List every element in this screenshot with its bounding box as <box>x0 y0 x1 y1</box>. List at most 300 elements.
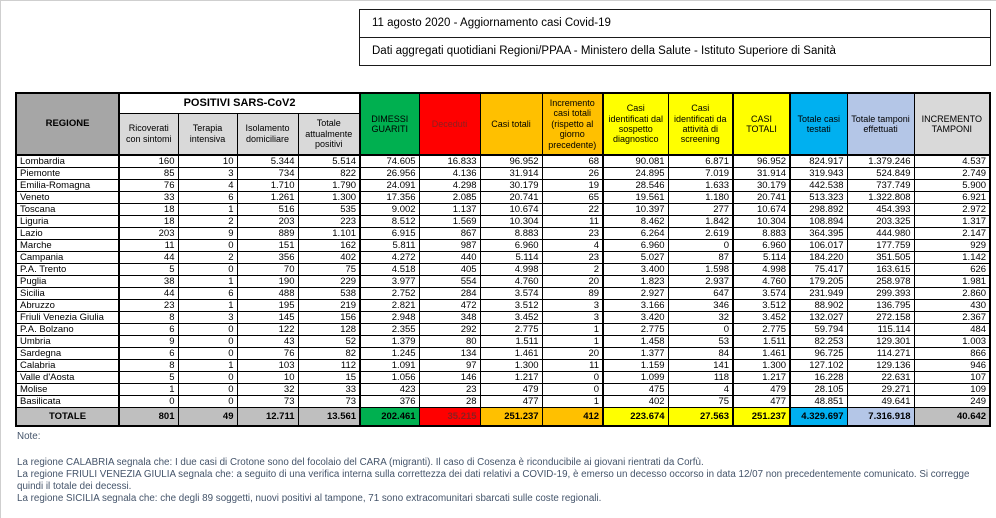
value-cell: 8.883 <box>733 228 790 240</box>
value-cell: 23 <box>419 384 480 396</box>
value-cell: 127.102 <box>790 360 847 372</box>
value-cell: 1.379 <box>360 336 419 348</box>
value-cell: 151 <box>237 240 298 252</box>
value-cell: 0 <box>178 240 237 252</box>
value-cell: 734 <box>237 168 298 180</box>
value-cell: 18 <box>119 216 178 228</box>
value-cell: 440 <box>419 252 480 264</box>
value-cell: 1 <box>542 336 603 348</box>
value-cell: 30.179 <box>480 180 542 192</box>
value-cell: 76 <box>119 180 178 192</box>
value-cell: 5.114 <box>480 252 542 264</box>
value-cell: 4.329.697 <box>790 408 847 426</box>
value-cell: 1.101 <box>298 228 360 240</box>
value-cell: 26 <box>542 168 603 180</box>
value-cell: 49.641 <box>847 396 914 408</box>
value-cell: 251.237 <box>480 408 542 426</box>
value-cell: 96.952 <box>480 155 542 168</box>
totale-row <box>16 408 990 426</box>
value-cell: 1.377 <box>603 348 668 360</box>
value-cell: 48.851 <box>790 396 847 408</box>
value-cell: 1.245 <box>360 348 419 360</box>
note-line: La regione SICILIA segnala che: che degli 89 soggetti, nuovi positivi al tampone, 71 sono extracomunitari sbarcati sulle coste regionali. <box>17 493 602 504</box>
value-cell: 2 <box>178 252 237 264</box>
value-cell: 129.301 <box>847 336 914 348</box>
value-cell: 10 <box>237 372 298 384</box>
value-cell: 2.775 <box>733 324 790 336</box>
value-cell: 24.091 <box>360 180 419 192</box>
table-row <box>16 312 990 324</box>
value-cell: 33 <box>298 384 360 396</box>
value-cell: 1.511 <box>480 336 542 348</box>
value-cell: 44 <box>119 252 178 264</box>
value-cell: 10.304 <box>480 216 542 228</box>
value-cell: 4.998 <box>733 264 790 276</box>
value-cell: 6 <box>178 192 237 204</box>
value-cell: 145 <box>237 312 298 324</box>
region-cell: Lombardia <box>16 155 119 168</box>
value-cell: 23 <box>542 228 603 240</box>
table-row <box>16 336 990 348</box>
value-cell: 141 <box>668 360 733 372</box>
value-cell: 272.158 <box>847 312 914 324</box>
value-cell: 8 <box>119 312 178 324</box>
value-cell: 3.574 <box>480 288 542 300</box>
value-cell: 4.518 <box>360 264 419 276</box>
value-cell: 80 <box>419 336 480 348</box>
table-row <box>16 324 990 336</box>
value-cell: 136.795 <box>847 300 914 312</box>
value-cell: 35.215 <box>419 408 480 426</box>
value-cell: 2.972 <box>914 204 990 216</box>
value-cell: 475 <box>603 384 668 396</box>
value-cell: 11 <box>542 360 603 372</box>
value-cell: 477 <box>480 396 542 408</box>
value-cell: 1.091 <box>360 360 419 372</box>
value-cell: 376 <box>360 396 419 408</box>
value-cell: 3.512 <box>733 300 790 312</box>
region-cell: Puglia <box>16 276 119 288</box>
value-cell: 402 <box>298 252 360 264</box>
value-cell: 1.300 <box>480 360 542 372</box>
value-cell: 4.760 <box>480 276 542 288</box>
value-cell: 59.794 <box>790 324 847 336</box>
report-header-box <box>359 9 991 66</box>
value-cell: 6.960 <box>603 240 668 252</box>
value-cell: 15 <box>298 372 360 384</box>
notes-section <box>17 431 989 505</box>
value-cell: 538 <box>298 288 360 300</box>
value-cell: 87 <box>668 252 733 264</box>
col-header-casi-totali-riepilogo: CASI TOTALI <box>733 93 790 155</box>
value-cell: 454.393 <box>847 204 914 216</box>
value-cell: 31.914 <box>733 168 790 180</box>
value-cell: 479 <box>480 384 542 396</box>
value-cell: 6.264 <box>603 228 668 240</box>
value-cell: 3.400 <box>603 264 668 276</box>
table-row <box>16 168 990 180</box>
value-cell: 1.598 <box>668 264 733 276</box>
value-cell: 18 <box>119 204 178 216</box>
value-cell: 4 <box>668 384 733 396</box>
value-cell: 4.760 <box>733 276 790 288</box>
value-cell: 1.300 <box>733 360 790 372</box>
value-cell: 134 <box>419 348 480 360</box>
value-cell: 10.674 <box>480 204 542 216</box>
covid-data-table <box>15 92 991 427</box>
value-cell: 1.099 <box>603 372 668 384</box>
value-cell: 0 <box>668 324 733 336</box>
value-cell: 5 <box>119 264 178 276</box>
value-cell: 444.980 <box>847 228 914 240</box>
value-cell: 202.461 <box>360 408 419 426</box>
value-cell: 90.081 <box>603 155 668 168</box>
value-cell: 32 <box>237 384 298 396</box>
value-cell: 203.325 <box>847 216 914 228</box>
col-header-totale-attualmente-positivi: Totale attualmente positivi <box>298 113 360 155</box>
value-cell: 513.323 <box>790 192 847 204</box>
value-cell: 1.159 <box>603 360 668 372</box>
value-cell: 122 <box>237 324 298 336</box>
value-cell: 1.056 <box>360 372 419 384</box>
value-cell: 195 <box>237 300 298 312</box>
value-cell: 9 <box>119 336 178 348</box>
value-cell: 1.300 <box>298 192 360 204</box>
value-cell: 184.220 <box>790 252 847 264</box>
value-cell: 2.937 <box>668 276 733 288</box>
value-cell: 3.512 <box>480 300 542 312</box>
value-cell: 84 <box>668 348 733 360</box>
value-cell: 0 <box>178 384 237 396</box>
value-cell: 146 <box>419 372 480 384</box>
value-cell: 8.512 <box>360 216 419 228</box>
table-row <box>16 396 990 408</box>
value-cell: 27.563 <box>668 408 733 426</box>
region-cell: TOTALE <box>16 408 119 426</box>
value-cell: 52 <box>298 336 360 348</box>
value-cell: 524.849 <box>847 168 914 180</box>
table-row <box>16 228 990 240</box>
value-cell: 13.561 <box>298 408 360 426</box>
report-title: 11 agosto 2020 - Aggiornamento casi Covid-19 <box>360 10 990 38</box>
value-cell: 1.842 <box>668 216 733 228</box>
value-cell: 412 <box>542 408 603 426</box>
col-header-incremento-casi-totali: Incremento casi totali (rispetto al giorno precedente) <box>542 93 603 155</box>
value-cell: 23 <box>119 300 178 312</box>
value-cell: 114.271 <box>847 348 914 360</box>
value-cell: 1.461 <box>480 348 542 360</box>
value-cell: 402 <box>603 396 668 408</box>
value-cell: 5.514 <box>298 155 360 168</box>
value-cell: 29.271 <box>847 384 914 396</box>
region-cell: Sardegna <box>16 348 119 360</box>
value-cell: 28.105 <box>790 384 847 396</box>
value-cell: 19 <box>542 180 603 192</box>
value-cell: 73 <box>298 396 360 408</box>
value-cell: 5 <box>119 372 178 384</box>
value-cell: 10 <box>178 155 237 168</box>
table-row <box>16 252 990 264</box>
value-cell: 223 <box>298 216 360 228</box>
region-cell: Molise <box>16 384 119 396</box>
value-cell: 40.642 <box>914 408 990 426</box>
value-cell: 1.217 <box>480 372 542 384</box>
value-cell: 219 <box>298 300 360 312</box>
value-cell: 17.356 <box>360 192 419 204</box>
value-cell: 65 <box>542 192 603 204</box>
value-cell: 1 <box>542 324 603 336</box>
value-cell: 824.917 <box>790 155 847 168</box>
value-cell: 32 <box>668 312 733 324</box>
value-cell: 2.367 <box>914 312 990 324</box>
value-cell: 4.136 <box>419 168 480 180</box>
value-cell: 6.871 <box>668 155 733 168</box>
value-cell: 346 <box>668 300 733 312</box>
region-cell: P.A. Bolzano <box>16 324 119 336</box>
value-cell: 4.298 <box>419 180 480 192</box>
table-row <box>16 180 990 192</box>
table-row <box>16 204 990 216</box>
value-cell: 1.569 <box>419 216 480 228</box>
value-cell: 801 <box>119 408 178 426</box>
value-cell: 298.892 <box>790 204 847 216</box>
table-row <box>16 192 990 204</box>
value-cell: 3 <box>542 312 603 324</box>
value-cell: 9.002 <box>360 204 419 216</box>
value-cell: 516 <box>237 204 298 216</box>
table-row <box>16 288 990 300</box>
col-header-terapia-intensiva: Terapia intensiva <box>178 113 237 155</box>
value-cell: 53 <box>668 336 733 348</box>
value-cell: 6.960 <box>480 240 542 252</box>
value-cell: 889 <box>237 228 298 240</box>
table-row <box>16 300 990 312</box>
value-cell: 2.948 <box>360 312 419 324</box>
value-cell: 10.674 <box>733 204 790 216</box>
value-cell: 160 <box>119 155 178 168</box>
value-cell: 484 <box>914 324 990 336</box>
value-cell: 2.860 <box>914 288 990 300</box>
value-cell: 28.546 <box>603 180 668 192</box>
region-cell: Calabria <box>16 360 119 372</box>
region-cell: Umbria <box>16 336 119 348</box>
col-header-attivita-screening: Casi identificati da attività di screening <box>668 93 733 155</box>
col-header-ricoverati-con-sintomi: Ricoverati con sintomi <box>119 113 178 155</box>
value-cell: 203 <box>237 216 298 228</box>
value-cell: 3.166 <box>603 300 668 312</box>
value-cell: 430 <box>914 300 990 312</box>
value-cell: 82.253 <box>790 336 847 348</box>
value-cell: 23 <box>542 252 603 264</box>
value-cell: 112 <box>298 360 360 372</box>
value-cell: 0 <box>178 396 237 408</box>
value-cell: 26.956 <box>360 168 419 180</box>
value-cell: 292 <box>419 324 480 336</box>
value-cell: 0 <box>178 264 237 276</box>
value-cell: 3 <box>178 312 237 324</box>
value-cell: 96.725 <box>790 348 847 360</box>
value-cell: 0 <box>178 324 237 336</box>
value-cell: 423 <box>360 384 419 396</box>
value-cell: 8 <box>119 360 178 372</box>
value-cell: 128 <box>298 324 360 336</box>
value-cell: 74.605 <box>360 155 419 168</box>
value-cell: 12.711 <box>237 408 298 426</box>
value-cell: 1.710 <box>237 180 298 192</box>
value-cell: 19.561 <box>603 192 668 204</box>
value-cell: 73 <box>237 396 298 408</box>
value-cell: 3.977 <box>360 276 419 288</box>
value-cell: 20.741 <box>733 192 790 204</box>
value-cell: 0 <box>178 348 237 360</box>
value-cell: 2.147 <box>914 228 990 240</box>
value-cell: 5.114 <box>733 252 790 264</box>
value-cell: 1.823 <box>603 276 668 288</box>
note-line: La regione FRIULI VENEZIA GIULIA segnala che: a seguito di una verifica interna sulla correttezza dei dati relativi a COVID-19, è emerso un decesso occorso in data 12/07 non precedentemente comunicato. Si corregge quindi il totale dei decessi. <box>17 469 970 492</box>
value-cell: 44 <box>119 288 178 300</box>
value-cell: 2.821 <box>360 300 419 312</box>
value-cell: 97 <box>419 360 480 372</box>
value-cell: 163.615 <box>847 264 914 276</box>
value-cell: 10.304 <box>733 216 790 228</box>
value-cell: 156 <box>298 312 360 324</box>
value-cell: 75 <box>668 396 733 408</box>
region-cell: P.A. Trento <box>16 264 119 276</box>
region-cell: Emilia-Romagna <box>16 180 119 192</box>
value-cell: 3.420 <box>603 312 668 324</box>
value-cell: 6 <box>178 288 237 300</box>
value-cell: 3.452 <box>480 312 542 324</box>
value-cell: 1 <box>178 204 237 216</box>
value-cell: 1 <box>542 396 603 408</box>
value-cell: 1.511 <box>733 336 790 348</box>
value-cell: 20 <box>542 276 603 288</box>
value-cell: 162 <box>298 240 360 252</box>
value-cell: 626 <box>914 264 990 276</box>
value-cell: 7.316.918 <box>847 408 914 426</box>
value-cell: 1 <box>178 360 237 372</box>
value-cell: 1.142 <box>914 252 990 264</box>
value-cell: 1.322.808 <box>847 192 914 204</box>
value-cell: 179.205 <box>790 276 847 288</box>
value-cell: 5.344 <box>237 155 298 168</box>
col-header-totale-casi-testati: Totale casi testati <box>790 93 847 155</box>
value-cell: 22.631 <box>847 372 914 384</box>
value-cell: 6.921 <box>914 192 990 204</box>
table-row <box>16 240 990 252</box>
value-cell: 284 <box>419 288 480 300</box>
value-cell: 82 <box>298 348 360 360</box>
col-header-incremento-tamponi: INCREMENTO TAMPONI <box>914 93 990 155</box>
table-row <box>16 216 990 228</box>
value-cell: 1.137 <box>419 204 480 216</box>
value-cell: 737.749 <box>847 180 914 192</box>
value-cell: 2.775 <box>603 324 668 336</box>
value-cell: 115.114 <box>847 324 914 336</box>
region-cell: Toscana <box>16 204 119 216</box>
value-cell: 3.574 <box>733 288 790 300</box>
value-cell: 4.998 <box>480 264 542 276</box>
value-cell: 6 <box>119 348 178 360</box>
value-cell: 4 <box>542 240 603 252</box>
value-cell: 2.619 <box>668 228 733 240</box>
table-row <box>16 276 990 288</box>
value-cell: 1 <box>178 276 237 288</box>
region-cell: Veneto <box>16 192 119 204</box>
value-cell: 1 <box>178 300 237 312</box>
value-cell: 5.027 <box>603 252 668 264</box>
value-cell: 68 <box>542 155 603 168</box>
value-cell: 946 <box>914 360 990 372</box>
value-cell: 28 <box>419 396 480 408</box>
value-cell: 535 <box>298 204 360 216</box>
covid-data-table-wrap <box>15 92 991 427</box>
value-cell: 31.914 <box>480 168 542 180</box>
value-cell: 109 <box>914 384 990 396</box>
value-cell: 43 <box>237 336 298 348</box>
value-cell: 488 <box>237 288 298 300</box>
region-cell: Valle d'Aosta <box>16 372 119 384</box>
value-cell: 38 <box>119 276 178 288</box>
value-cell: 554 <box>419 276 480 288</box>
value-cell: 88.902 <box>790 300 847 312</box>
value-cell: 364.395 <box>790 228 847 240</box>
value-cell: 319.943 <box>790 168 847 180</box>
value-cell: 3.452 <box>733 312 790 324</box>
value-cell: 118 <box>668 372 733 384</box>
value-cell: 1.458 <box>603 336 668 348</box>
col-group-positivi-sars-cov2: POSITIVI SARS-CoV2 <box>119 93 360 113</box>
value-cell: 7.019 <box>668 168 733 180</box>
value-cell: 6.960 <box>733 240 790 252</box>
value-cell: 5.900 <box>914 180 990 192</box>
value-cell: 822 <box>298 168 360 180</box>
value-cell: 9 <box>178 228 237 240</box>
value-cell: 867 <box>419 228 480 240</box>
value-cell: 49 <box>178 408 237 426</box>
region-cell: Friuli Venezia Giulia <box>16 312 119 324</box>
value-cell: 647 <box>668 288 733 300</box>
value-cell: 89 <box>542 288 603 300</box>
col-header-totale-tamponi: Totale tamponi effettuati <box>847 93 914 155</box>
value-cell: 0 <box>542 384 603 396</box>
table-row <box>16 155 990 168</box>
value-cell: 106.017 <box>790 240 847 252</box>
value-cell: 356 <box>237 252 298 264</box>
report-subtitle: Dati aggregati quotidiani Regioni/PPAA - Ministero della Salute - Istituto Superiore di Sanità <box>372 45 836 57</box>
note-line: La regione CALABRIA segnala che: I due casi di Crotone sono del focolaio del CARA (migranti). Il caso di Cosenza è riconducibile ai giovani rientrati da Corfù. <box>17 457 704 468</box>
value-cell: 8.462 <box>603 216 668 228</box>
value-cell: 251.237 <box>733 408 790 426</box>
value-cell: 1.981 <box>914 276 990 288</box>
value-cell: 299.393 <box>847 288 914 300</box>
value-cell: 1.790 <box>298 180 360 192</box>
value-cell: 75.417 <box>790 264 847 276</box>
value-cell: 2.085 <box>419 192 480 204</box>
value-cell: 348 <box>419 312 480 324</box>
value-cell: 472 <box>419 300 480 312</box>
value-cell: 3 <box>178 168 237 180</box>
col-header-casi-totali: Casi totali <box>480 93 542 155</box>
value-cell: 231.949 <box>790 288 847 300</box>
value-cell: 0 <box>178 372 237 384</box>
region-cell: Piemonte <box>16 168 119 180</box>
value-cell: 108.894 <box>790 216 847 228</box>
value-cell: 203 <box>119 228 178 240</box>
value-cell: 129.136 <box>847 360 914 372</box>
value-cell: 2.749 <box>914 168 990 180</box>
value-cell: 277 <box>668 204 733 216</box>
